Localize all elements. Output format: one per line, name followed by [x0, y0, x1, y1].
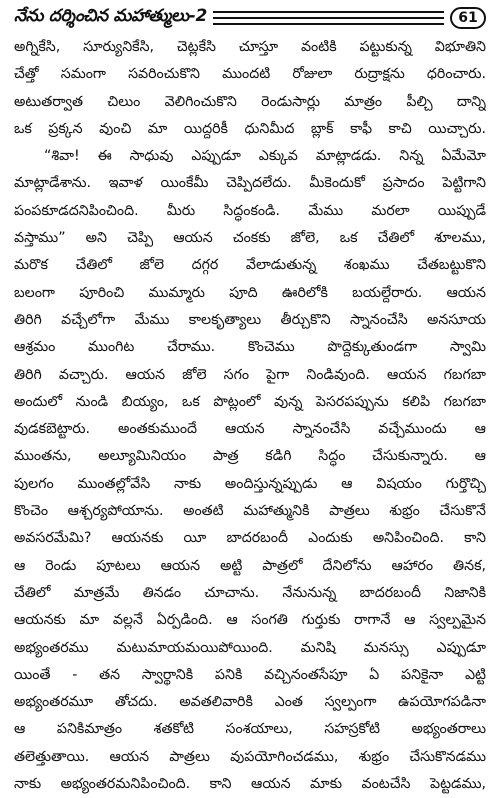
- text-line: నాకు అభ్యంతరమనిపించింది. కాని ఆయన మాకు వంటచేసి పెట్టడము,: [14, 776, 486, 793]
- text-line: ఆశ్రమం ముంగిట చేరాము. కొంచెము పొద్దెక్కుతుండగా స్వామి: [14, 339, 486, 356]
- text-line: మాట్లాడేశాను. ఇవాళ యింకేమీ చెప్పిదలేదు. మీకెందుకో ప్రసాదం పెట్టిగాని: [14, 175, 486, 192]
- text-line: తలెత్తుతాయి. ఆయన పాత్రలు వుపయోగించడము, శుభ్రం చేసుకొనడము: [14, 748, 486, 765]
- body-text: [14, 34, 486, 798]
- text-line: అవసరమేమి? ఆయనకు యీ బాదరబందీ ఎందుకు అనిపించింది. కాని: [14, 530, 486, 547]
- text-line: తిరిగి వచ్చారు. ఆయన జోలె సగం పైగా నిండివుంది. ఆయన గబగబా: [14, 366, 486, 383]
- text-line: మరొక చేతిలో జోలె దగ్గర వేలాడుతున్న శంఖము చేతబట్టుకొని: [14, 257, 486, 274]
- text-line: పులగం ముంతల్లోవేసి నాకు అందిస్తున్నప్పుడు ఆ విషయం గుర్తొచ్చి: [14, 475, 486, 492]
- text-line: తిరిగి వచ్చేలోగా మేము కాలకృత్యాలు తీర్చుకొని స్నానంచేసి అనసూయ: [14, 311, 486, 328]
- header-rules: [213, 11, 444, 25]
- text-line: ఆయనకు మా వల్లనే ఏర్పడింది. ఆ సంగతి గుర్తుకు రాగానే ఆ స్వల్పమైన: [14, 612, 486, 629]
- text-line: ముంతను, అల్యూమినియం పాత్ర కడిగి సిద్ధం చేసుకున్నారు. ఆ: [14, 448, 486, 465]
- text-line: బలంగా పూరించి ముమ్మారు పూది ఊరిలోకి బయల్దేరారు. ఆయన: [14, 284, 486, 301]
- text-line: చేతిలో మాత్రమే తినడం చూచాను. నేనునున్న బాదరబందీ నిజానికి: [14, 584, 486, 601]
- text-line: అటుతర్వాత చిలుం వెలిగించుకొని రెండుసార్లు మాత్రం పీల్చి దాన్ని: [14, 93, 486, 110]
- header-rule: [213, 23, 444, 25]
- text-line: అభ్యంతరము మటుమాయమయిపోయింది. మనిషి మనస్సు ఎప్పుడూ: [14, 639, 486, 656]
- page-number: 61: [450, 7, 486, 29]
- text-line: ఆ పనికిమాత్రం శతకోటి సంశయాలు, సహస్రకోటి అభ్యంతరాలు: [14, 721, 486, 738]
- text-line: యింతే - తన స్వార్థానికి పనికి వచ్చినంతసేపూ ఏ పనికైనా ఎట్టి: [14, 666, 486, 683]
- page-header: [14, 4, 486, 32]
- text-line: పంపకూడదనిపించింది. మీరు సిద్ధంకండి. మేము మరలా యిప్పుడే: [14, 202, 486, 219]
- text-line: “శివా! ఈ సాధువు ఎప్పుడూ ఎక్కువ మాట్లాడడు. నిన్న ఏమేమో: [44, 148, 486, 165]
- text-line: ఆ రెండు పూటలు ఆయన అట్టి పాత్రలో దేనిలోను ఆహారం తినక,: [14, 557, 486, 574]
- book-title: నేను దర్శించిన మహాత్ములు-2: [14, 6, 208, 26]
- text-line: అగ్నికేసి, సూర్యునికేసి, చెట్లకేసి చూస్తూ వంటికి పట్టుకున్న విభూతిని: [14, 39, 486, 55]
- text-line: వస్తాము” అని చెప్పి ఆయన చంకకు జోలె, ఒక చేతిలో శూలము,: [14, 230, 486, 247]
- header-rule: [213, 17, 444, 19]
- text-line: కొంచెం ఆశ్చర్యపోయాను. అంతటి మహాత్మునికి పాత్రలు శుభ్రం చేసుకొనే: [14, 503, 486, 520]
- text-line: అందులో నుండి బియ్యం, ఒక పొట్లంలో వున్న పెసరపప్పును కలిపి గబగబా: [14, 393, 486, 410]
- text-line: అభ్యంతరమూ తోచదు. అవతలివారికి ఎంత స్వల్పంగా ఉపయోగపడినా: [14, 694, 486, 711]
- text-line: వుడకబెట్టారు. అంతకుముందే ఆయన స్నానంచేసి వచ్చేముందు ఆ: [14, 421, 486, 438]
- header-rule: [213, 11, 444, 13]
- text-line: ఒక ప్రక్కన వుంచి మా యిద్దరికీ ధునిమీద బ్లాక్ కాఫీ కాచి యిచ్చారు.: [14, 120, 486, 137]
- text-line: చేత్తో సమంగా సవరించుకొని ముందటి రోజులా రుద్రాక్షను ధరించారు.: [14, 66, 486, 83]
